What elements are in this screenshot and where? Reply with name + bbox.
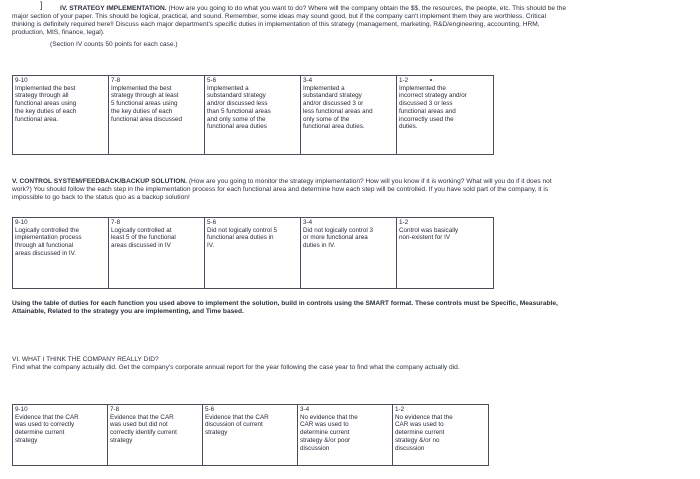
rubric-text-line: 5-6 xyxy=(207,219,217,226)
section-5-heading: V. CONTROL SYSTEM/FEEDBACK/BACKUP SOLUTION. xyxy=(12,178,187,185)
rubric-text-line: Implemented a xyxy=(207,84,249,92)
rubric-text-line: 5-6 xyxy=(207,77,217,84)
rubric-cell xyxy=(301,218,397,289)
section-4-points: (Section IV counts 50 points for each case.) xyxy=(50,41,178,48)
rubric-cell xyxy=(205,218,301,289)
rubric-text-line: functional area duties. xyxy=(303,123,365,131)
section-5-line-2: work?) You should follow the each step in the implementation process for each functional area and determine how each step will be controlled. If you have sold part of the company, it is xyxy=(12,186,549,193)
rubric-text-line: or more functional area xyxy=(303,234,368,242)
rubric-cell xyxy=(13,218,109,289)
rubric-text-line: was used but did not xyxy=(110,421,168,429)
rubric-text-line: 5 functional areas using xyxy=(111,100,178,108)
rubric-band-label: 1-2 xyxy=(399,77,491,85)
section-6-rubric-table xyxy=(12,404,489,466)
rubric-cell xyxy=(13,76,109,155)
section-4-line-3: thinking is definitely required here!! Discuss each major department's specific duties in implementation of this strategy (management, marketing, R&D/engineering, accounting, HRM, xyxy=(12,21,540,28)
section-4-line-2: major section of your paper. This should be logical, practical, and sound. Remember, some ideas may sound good, but if the company can't implement them they are worthless. Critical xyxy=(12,13,547,20)
rubric-text-line: 3-4 xyxy=(303,77,313,84)
section-5-intro xyxy=(12,178,700,186)
rubric-text-line: through all functional xyxy=(15,242,74,250)
margin-marker: ] xyxy=(40,0,43,10)
rubric-text-line: CAR was used to xyxy=(395,421,444,429)
rubric-text-line: Implemented the best xyxy=(111,84,172,92)
rubric-text-line: functional area discussed xyxy=(111,115,183,123)
rubric-text-line: 1-2 xyxy=(395,406,405,413)
rubric-text-line: strategy xyxy=(110,436,133,444)
rubric-text-line: 7-8 xyxy=(111,77,121,84)
rubric-text-line: Implemented the best xyxy=(15,84,76,92)
rubric-text-line: and/or discussed less xyxy=(207,100,268,108)
rubric-text-line: CAR was used to xyxy=(300,421,349,429)
section-5-line-1: (How are you going to monitor the strategy implementation? How will you know if it is working? What will you do if it does not xyxy=(188,178,552,185)
rubric-text-line: Logically controlled at xyxy=(111,226,172,234)
rubric-text-line: discussed 3 or less xyxy=(399,100,453,108)
rubric-text-line: discussion of current xyxy=(205,421,263,429)
rubric-text-line: strategy through at least xyxy=(111,92,179,100)
rubric-cell xyxy=(397,218,494,289)
rubric-text-line: strategy xyxy=(205,429,228,437)
rubric-text-line: 9-10 xyxy=(15,77,28,84)
rubric-cell xyxy=(109,76,205,155)
rubric-text-line: and only some of the xyxy=(207,115,266,123)
rubric-cell xyxy=(109,218,205,289)
rubric-cell xyxy=(397,76,494,155)
rubric-text-line: functional area duties in xyxy=(207,234,274,242)
section-6-heading: VI. WHAT I THINK THE COMPANY REALLY DID? xyxy=(12,356,159,363)
rubric-text-line: functional areas using xyxy=(15,100,77,108)
rubric-text-line: only some of the xyxy=(303,115,350,123)
section-6-line-1: Find what the company actually did. Get the company's corporate annual report for the year following the case year to find what the company actually did. xyxy=(12,364,460,371)
rubric-text-line: Control was basically xyxy=(399,226,459,234)
rubric-cell xyxy=(205,76,301,155)
rubric-text-line: IV. xyxy=(207,242,215,250)
rubric-text-line: determine current xyxy=(300,429,350,437)
rubric-text-line: 7-8 xyxy=(110,406,120,413)
rubric-text-line: Did not logically control 3 xyxy=(303,226,374,234)
rubric-text-line: 9-10 xyxy=(15,406,28,413)
rubric-text-line: No evidence that the xyxy=(300,413,358,421)
rubric-text-line: less functional areas and xyxy=(303,107,373,115)
section-4-rubric-table xyxy=(12,75,494,155)
section-4-heading: IV. STRATEGY IMPLEMENTATION. xyxy=(60,5,167,12)
rubric-text-line: the key duties of each xyxy=(111,107,173,115)
rubric-text-line: than 5 functional areas xyxy=(207,107,271,115)
rubric-text-line: strategy through all xyxy=(15,92,69,100)
rubric-text-line: 9-10 xyxy=(15,219,28,226)
rubric-text-line: Evidence that the CAR xyxy=(110,413,174,421)
rubric-row xyxy=(13,76,494,155)
section-4-line-4: production, MIS, finance, legal). xyxy=(12,29,105,36)
rubric-text-line: correctly identify current xyxy=(110,429,177,437)
rubric-text-line: discussion xyxy=(300,444,330,452)
section-4-intro xyxy=(60,5,700,13)
section-5-rubric-table xyxy=(12,217,494,289)
smart-note-line-1: Using the table of duties for each function you used above to implement the solution, build in controls using the SMART format. These controls must be Specific, Measurable, xyxy=(12,300,558,307)
rubric-text-line: No evidence that the xyxy=(395,413,453,421)
rubric-text-line: 3-4 xyxy=(303,219,313,226)
smart-note-line-2: Attainable, Related to the strategy you are implementing, and Time based. xyxy=(12,308,244,315)
rubric-text-line: and/or discussed 3 or xyxy=(303,100,364,108)
rubric-text-line: determine current xyxy=(395,429,445,437)
rubric-text-line: Implemented a xyxy=(303,84,345,92)
rubric-text-line: substandard strategy xyxy=(303,92,362,100)
rubric-text-line: Implemented the xyxy=(399,84,446,92)
rubric-text-line: non-existent for IV xyxy=(399,234,451,242)
rubric-text-line: 5-6 xyxy=(205,406,215,413)
rubric-cell xyxy=(298,405,393,466)
rubric-text-line: determine current xyxy=(15,429,65,437)
rubric-text-line: functional area. xyxy=(15,115,59,123)
rubric-text-line: strategy &/or no xyxy=(395,436,440,444)
rubric-text-line: 3-4 xyxy=(300,406,310,413)
rubric-text-line: functional area duties xyxy=(207,123,267,131)
rubric-row xyxy=(13,405,489,466)
rubric-text-line: strategy &/or poor xyxy=(300,436,351,444)
rubric-text-line: Evidence that the CAR xyxy=(205,413,269,421)
rubric-row xyxy=(13,218,494,289)
rubric-text-line: 1-2 xyxy=(399,219,409,226)
rubric-text-line: substandard strategy xyxy=(207,92,266,100)
section-4-line-1: (How are you going to do what you want to do? Where will the company obtain the $$, the resources, the people, etc. This should be the xyxy=(168,5,567,12)
rubric-cell xyxy=(393,405,489,466)
rubric-text-line: incorrect strategy and/or xyxy=(399,92,467,100)
rubric-text-line: discussion xyxy=(395,444,425,452)
rubric-text-line: the key duties of each xyxy=(15,107,77,115)
section-5-line-3: impossible to go back to the status quo as a backup solution! xyxy=(12,194,190,201)
rubric-text-line: incorrectly used the xyxy=(399,115,454,123)
rubric-cell xyxy=(13,405,108,466)
rubric-text-line: functional areas and xyxy=(399,107,456,115)
rubric-text-line: least 5 of the functional xyxy=(111,234,176,242)
rubric-text-line: was used to correctly xyxy=(15,421,75,429)
rubric-text-line: areas discussed in IV. xyxy=(15,249,77,257)
rubric-text-line: strategy xyxy=(15,436,38,444)
rubric-text-line: 7-8 xyxy=(111,219,121,226)
rubric-cell xyxy=(203,405,298,466)
rubric-text-line: implementation process xyxy=(15,234,82,242)
rubric-text-line: Evidence that the CAR xyxy=(15,413,79,421)
rubric-text-line: Did not logically control 5 xyxy=(207,226,278,234)
rubric-text-line: duties in IV. xyxy=(303,242,336,250)
rubric-text-line: areas discussed in IV xyxy=(111,242,171,250)
rubric-text-line: Logically controlled the xyxy=(15,226,80,234)
rubric-text-line: duties. xyxy=(399,123,418,131)
rubric-cell xyxy=(301,76,397,155)
bullet-dot xyxy=(430,79,432,81)
rubric-cell xyxy=(108,405,203,466)
